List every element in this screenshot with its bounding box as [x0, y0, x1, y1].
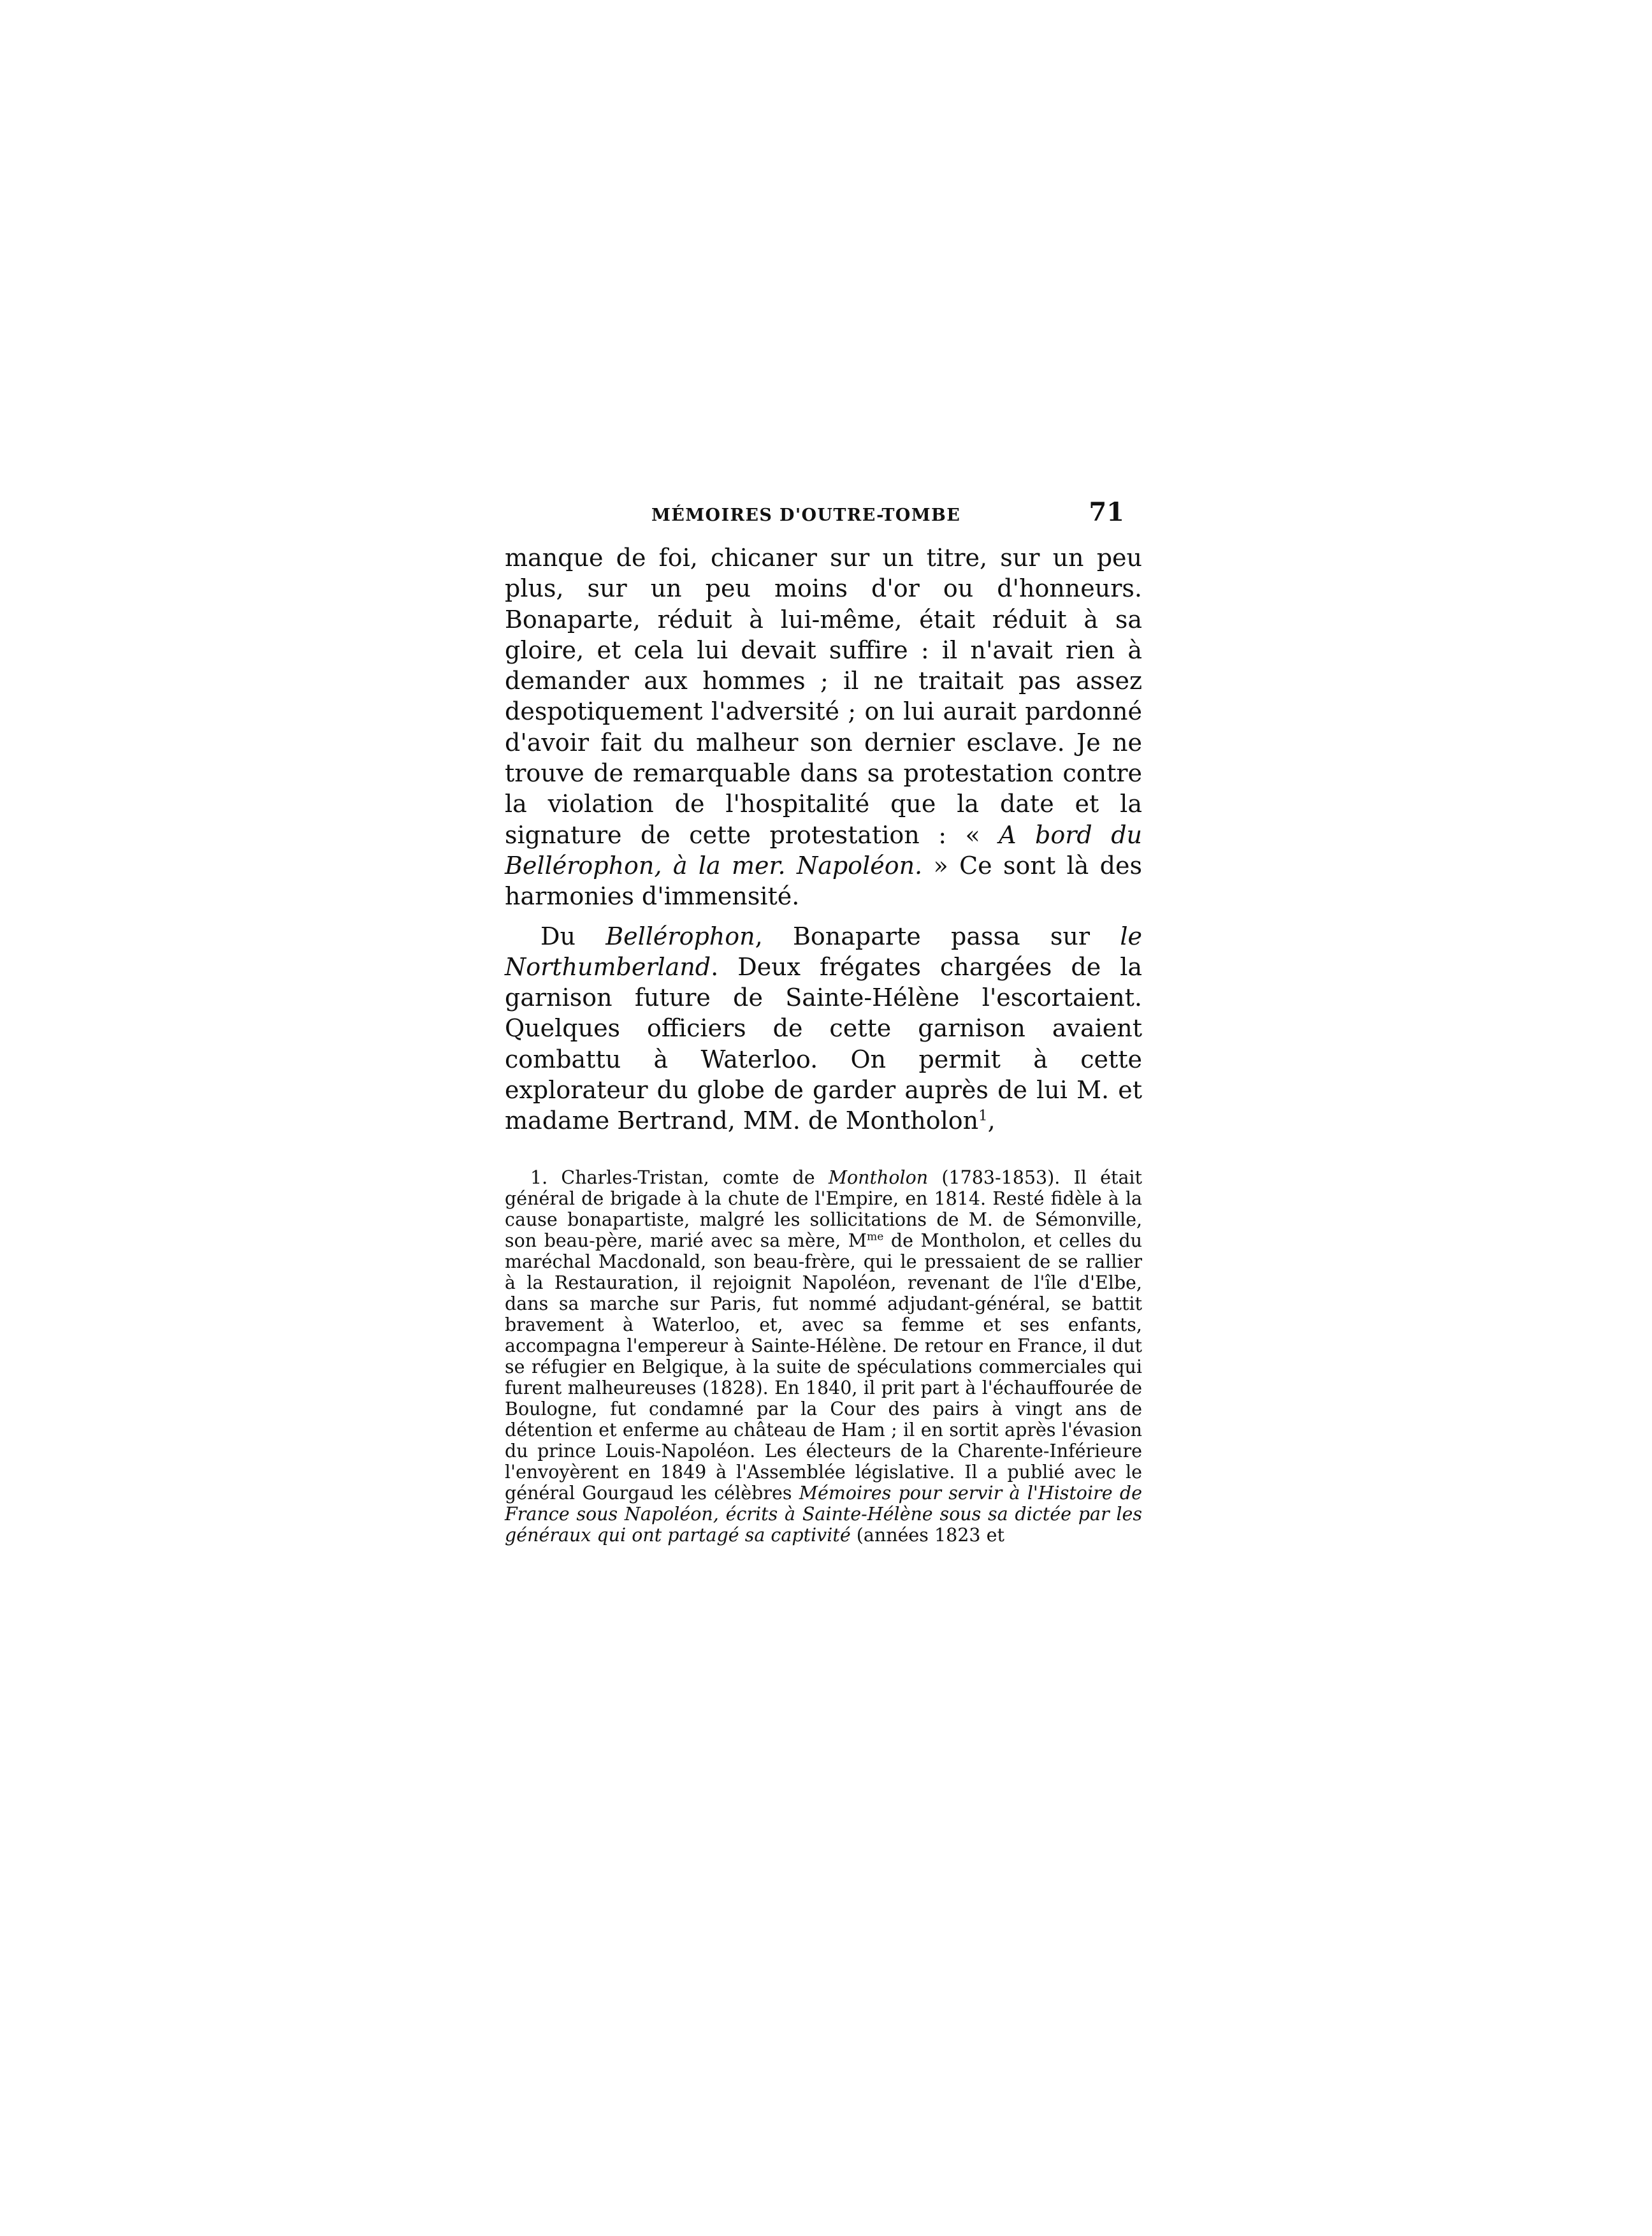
page-number: 71	[1089, 497, 1124, 527]
footnote-reference[interactable]: 1	[978, 1107, 988, 1124]
paragraph-1-text-1: manque de foi, chicaner sur un titre, sur un peu plus, sur un peu moins d'or ou d'honneurs. Bonaparte, réduit à lui-même, était réduit à sa gloire, et cela lui devait suffire : il n'avait rien à demander aux hommes ; il ne traitait pas assez despotiquement l'adversité ; on lui aurait pardonné d'avoir fait du malheur son dernier esclave. Je ne trouve de remarquable dans sa protestation contre la violation de l'hospitalité que la date et la signature de cette protestation : «	[505, 544, 1142, 849]
main-text	[505, 542, 1142, 1136]
footnote-text-2: (1783-1853). Il était général de brigade à la chute de l'Empire, en 1814. Resté fidèle à la cause bonapartiste, malgré les sollicitations de M. de Sémonville, son beau-père, marié avec sa mère, M	[505, 1166, 1142, 1251]
paragraph-2-text-1: Du	[540, 922, 606, 950]
footnote-text-3: de Montholon, et celles du maréchal Macdonald, son beau-frère, qui le pressaient de se rallier à la Restauration, il rejoignit Napoléon, revenant de l'île d'Elbe, dans sa marche sur Paris, fut nommé adjudant-général, se battit bravement à Waterloo, et, avec sa femme et ses enfants, accompagna l'empereur à Sainte-Hélène. De retour en France, il dut se réfugier en Belgique, à la suite de spéculations commerciales qui furent malheureuses (1828). En 1840, il prit part à l'échauffourée de Boulogne, fut condamné par la Cour des pairs à vingt ans de détention et enferme au château de Ham ; il en sortit après l'évasion du prince Louis-Napoléon. Les électeurs de la Charente-Inférieure l'envoyèrent en 1849 à l'Assemblée législative. Il a publié avec le général Gourgaud les célèbres	[505, 1230, 1142, 1504]
paragraph-1-text-2: » Ce sont là des harmonies d'immensité.	[505, 851, 1142, 911]
paragraph-2	[505, 921, 1142, 1136]
running-title: MÉMOIRES D'OUTRE-TOMBE	[651, 505, 961, 525]
footnote-1	[505, 1167, 1142, 1546]
paragraph-2-italic-1: Bellérophon	[605, 922, 755, 950]
paragraph-1-italic-1: A bord du Bellérophon, à la mer. Napoléon.	[505, 820, 1142, 880]
paragraph-2-italic-2: le Northumberland	[505, 922, 1142, 981]
footnote-text-4: (années 1823 et	[850, 1524, 1004, 1546]
footnote-superscript: me	[866, 1230, 884, 1244]
paragraph-1	[505, 542, 1142, 912]
book-page	[505, 497, 1142, 1546]
footnote-number: 1.	[530, 1166, 548, 1188]
footnote	[505, 1167, 1142, 1546]
paragraph-2-text-4: ,	[987, 1107, 996, 1135]
running-head	[505, 497, 1142, 527]
paragraph-2-text-2: , Bonaparte passa sur	[755, 922, 1120, 950]
footnote-italic-1: Montholon	[828, 1166, 929, 1188]
paragraph-2-text-3: . Deux frégates chargées de la garnison future de Sainte-Hélène l'escortaient. Quelques officiers de cette garnison avaient combattu à Waterloo. On permit à cette explorateur du globe de garder auprès de lui M. et madame Bertrand, MM. de Montholon	[505, 952, 1142, 1135]
footnote-italic-2: Mémoires pour servir à l'Histoire de France sous Napoléon, écrits à Sainte-Hélène sous sa dictée par les généraux qui ont partagé sa captivité	[505, 1482, 1142, 1546]
footnote-text-1: Charles-Tristan, comte de	[547, 1166, 829, 1188]
